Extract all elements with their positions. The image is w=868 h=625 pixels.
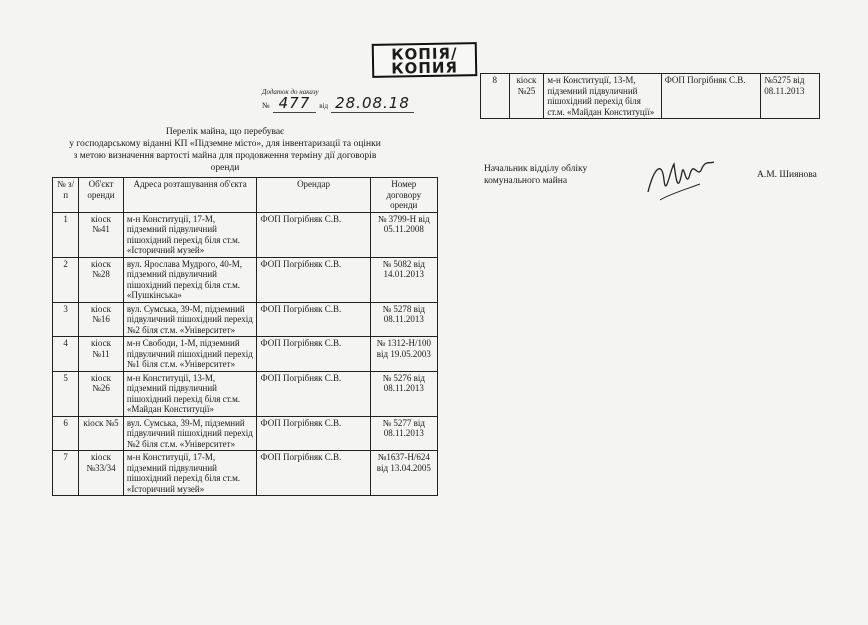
- row-num: 4: [53, 337, 79, 372]
- row-address: м-н Конституції, 13-М, підземний підвуличний пішохідний перехід біля ст.м. «Майдан Конституції»: [544, 74, 661, 119]
- row-num: 5: [53, 371, 79, 416]
- row-object: кіоск №28: [79, 257, 124, 302]
- annex-date: 28.08.18: [331, 94, 414, 113]
- row-renter: ФОП Погрібняк С.В.: [257, 337, 370, 372]
- copy-stamp: [372, 42, 478, 78]
- row-renter: ФОП Погрібняк С.В.: [257, 416, 370, 451]
- document-title: [50, 126, 400, 174]
- header-num: № з/п: [53, 178, 79, 213]
- row-object: кіоск №11: [79, 337, 124, 372]
- annex-from: від: [319, 102, 329, 110]
- row-address: вул. Ярослава Мудрого, 40-М, підземний підвуличний пішохідний перехід біля ст.м. «Пушкінська»: [123, 257, 257, 302]
- row-contract: № 5277 від 08.11.2013: [370, 416, 437, 451]
- row-renter: ФОП Погрібняк С.В.: [257, 451, 370, 496]
- annex-number: 477: [273, 94, 317, 113]
- row-address: вул. Сумська, 39-М, підземний підвуличний пішохідний перехід №2 біля ст.м. «Університет»: [123, 416, 257, 451]
- annex-number-line: [262, 94, 414, 113]
- row-contract: №5275 від 08.11.2013: [761, 74, 820, 119]
- row-address: вул. Сумська, 39-М, підземний підвуличний пішохідний перехід №2 біля ст.м. «Університет»: [123, 302, 257, 337]
- row-contract: № 3799-Н від 05.11.2008: [370, 212, 437, 257]
- row-num: 8: [481, 74, 510, 119]
- row-object: кіоск №26: [79, 371, 124, 416]
- row-renter: ФОП Погрібняк С.В.: [661, 74, 761, 119]
- signer-position-line-2: комунального майна: [484, 176, 568, 186]
- table-row: [53, 416, 438, 451]
- row-contract: № 5082 від 14.01.2013: [370, 257, 437, 302]
- header-renter: Орендар: [257, 178, 370, 213]
- property-table: [52, 177, 438, 496]
- row-renter: ФОП Погрібняк С.В.: [257, 302, 370, 337]
- signer-position: [484, 163, 587, 187]
- header-contract: Номер договору оренди: [370, 178, 437, 213]
- stamp-line-1: КОПІЯ/: [391, 44, 458, 64]
- row-contract: № 5278 від 08.11.2013: [370, 302, 437, 337]
- title-line-4: оренди: [210, 163, 240, 173]
- row-renter: ФОП Погрібняк С.В.: [257, 371, 370, 416]
- row-address: м-н Конституції, 13-М, підземний підвуличний пішохідний перехід біля ст.м. «Майдан Конституції»: [123, 371, 257, 416]
- annex-no-prefix: №: [262, 101, 270, 110]
- row-address: м-н Конституції, 17-М, підземний підвуличний пішохідний перехід біля ст.м. «Історичний музей»: [123, 451, 257, 496]
- row-address: м-н Конституції, 17-М, підземний підвуличний пішохідний перехід біля ст.м. «Історичний музей»: [123, 212, 257, 257]
- signer-name: А.М. Шиянова: [757, 170, 817, 180]
- row-renter: ФОП Погрібняк С.В.: [257, 212, 370, 257]
- title-line-3: з метою визначення вартості майна для продовження терміну дії договорів: [73, 151, 377, 161]
- row-num: 2: [53, 257, 79, 302]
- row-object: кіоск №33/34: [79, 451, 124, 496]
- row-contract: № 5276 від 08.11.2013: [370, 371, 437, 416]
- row-object: кіоск №5: [79, 416, 124, 451]
- header-address: Адреса розташування об'єкта: [123, 178, 257, 213]
- table-row: [53, 337, 438, 372]
- table-row: [481, 74, 820, 119]
- row-renter: ФОП Погрібняк С.В.: [257, 257, 370, 302]
- row-num: 7: [53, 451, 79, 496]
- annex-label: Додаток до наказу: [262, 88, 319, 96]
- header-object: Об'єкт оренди: [79, 178, 124, 213]
- row-contract: №1637-Н/624 від 13.04.2005: [370, 451, 437, 496]
- row-num: 6: [53, 416, 79, 451]
- row-contract: № 1312-Н/100 від 19.05.2003: [370, 337, 437, 372]
- row-address: м-н Свободи, 1-М, підземний підвуличний пішохідний перехід №1 біля ст.м. «Університет»: [123, 337, 257, 372]
- table-row: [53, 451, 438, 496]
- table-row: [53, 371, 438, 416]
- row-num: 3: [53, 302, 79, 337]
- row-object: кіоск №41: [79, 212, 124, 257]
- row-object: кіоск №16: [79, 302, 124, 337]
- title-line-1: Перелік майна, що перебуває: [165, 127, 285, 137]
- handwritten-signature: [640, 150, 720, 210]
- property-table-continued: [480, 73, 820, 119]
- table-row: [53, 302, 438, 337]
- table-row: [53, 212, 438, 257]
- stamp-line-2: КОПИЯ: [391, 58, 459, 78]
- table-row: [53, 257, 438, 302]
- row-num: 1: [53, 212, 79, 257]
- table-header-row: [53, 178, 438, 213]
- row-object: кіоск №25: [509, 74, 544, 119]
- title-line-2: у господарському віданні КП «Підземне місто», для інвентаризації та оцінки: [69, 139, 381, 149]
- signer-position-line-1: Начальник відділу обліку: [484, 164, 588, 174]
